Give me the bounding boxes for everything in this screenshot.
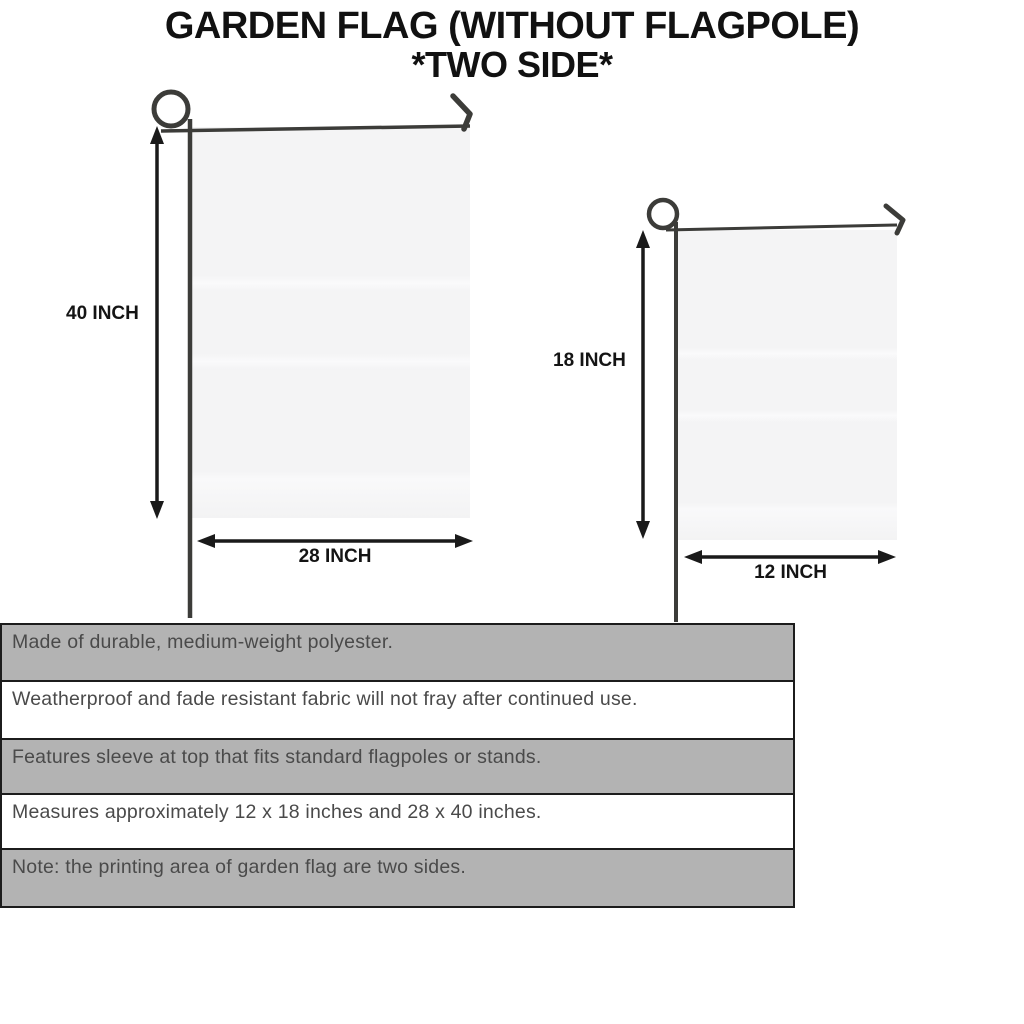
page-title-line2: *TWO SIDE* (411, 44, 613, 86)
small-width-label: 12 INCH (754, 562, 827, 583)
spec-row-weatherproof: Weatherproof and fade resistant fabric will not fray after continued use. (2, 680, 793, 738)
spec-row-sleeve: Features sleeve at top that fits standard flagpoles or stands. (2, 738, 793, 793)
spec-row-material: Made of durable, medium-weight polyester. (2, 625, 793, 680)
small-height-label: 18 INCH (553, 350, 626, 371)
small-hanger-hook-icon (886, 206, 903, 233)
large-hanger-bar (161, 126, 470, 131)
small-hanger-bar (666, 225, 897, 230)
spec-table (0, 623, 795, 908)
small-height-arrow (636, 230, 650, 539)
page-title-line1: GARDEN FLAG (WITHOUT FLAGPOLE) (164, 5, 860, 47)
large-height-label: 40 INCH (66, 303, 139, 324)
large-pole-loop-icon (154, 92, 188, 126)
large-height-arrow (150, 126, 164, 519)
large-width-label: 28 INCH (298, 546, 372, 567)
spec-row-note: Note: the printing area of garden flag are two sides. (2, 848, 793, 906)
small-pole-loop-icon (649, 200, 677, 228)
large-hanger-hook-icon (453, 96, 470, 129)
large-flagpole (154, 92, 470, 618)
spec-row-measures: Measures approximately 12 x 18 inches and 28 x 40 inches. (2, 793, 793, 848)
